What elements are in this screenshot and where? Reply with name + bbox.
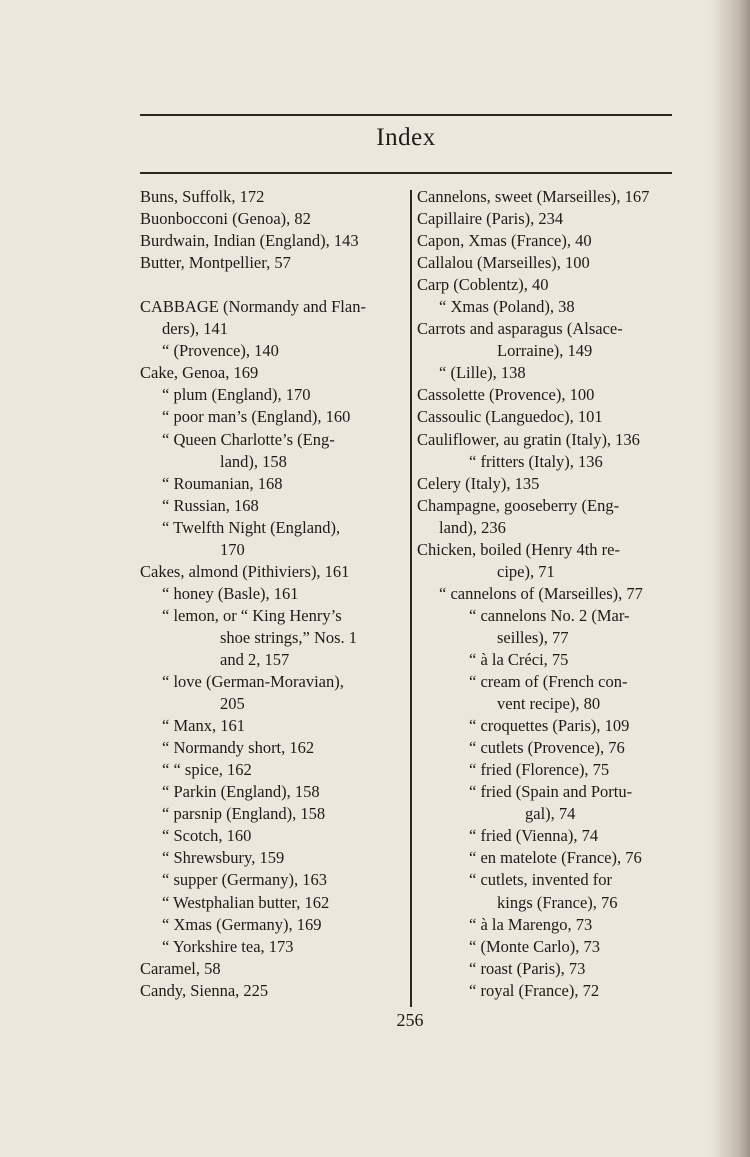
index-entry: Cake, Genoa, 169 [140,363,259,383]
index-subentry: “ love (German-Moravian), [162,672,344,692]
index-subentry: “ Xmas (Poland), 38 [439,297,575,317]
page-number: 256 [396,1010,424,1030]
index-subentry: “ Queen Charlotte’s (Eng- [162,429,335,449]
index-entry: Candy, Sienna, 225 [140,980,269,1000]
index-subentry: “ fried (Spain and Portu- [469,782,633,802]
index-entry: Celery (Italy), 135 [417,473,540,493]
index-subentry: “ croquettes (Paris), 109 [469,716,630,736]
header-rule-bottom [140,172,672,174]
index-subentry: “ Twelfth Night (England), [162,517,341,537]
index-entry: Champagne, gooseberry (Eng- [417,495,620,515]
index-entry: Cassolette (Provence), 100 [417,385,595,405]
index-subentry: “ fried (Florence), 75 [469,760,610,780]
index-entry-continuation: Lorraine), 149 [497,341,593,361]
index-entry: Burdwain, Indian (England), 143 [140,231,359,251]
index-entry-continuation: 205 [220,694,245,714]
index-subentry: “ Roumanian, 168 [162,473,283,493]
index-subentry: “ fritters (Italy), 136 [469,451,603,471]
column-divider [410,190,412,1007]
index-entry: Carp (Coblentz), 40 [417,275,549,295]
index-subentry: “ (Monte Carlo), 73 [469,936,601,956]
index-subentry: “ lemon, or “ King Henry’s [162,605,342,625]
index-subentry: “ à la Marengo, 73 [469,914,593,934]
index-subentry: “ Westphalian butter, 162 [162,892,330,912]
index-subentry: “ (Lille), 138 [439,363,526,383]
index-entry: Caramel, 58 [140,958,221,978]
index-entry: Butter, Montpellier, 57 [140,253,291,273]
index-entry-continuation: cipe), 71 [497,561,555,581]
index-entry-continuation: land), 236 [439,517,506,537]
index-entry: Carrots and asparagus (Alsace- [417,319,623,339]
index-subentry: “ Russian, 168 [162,495,259,515]
index-subentry: “ Parkin (England), 158 [162,782,320,802]
index-subentry: “ Xmas (Germany), 169 [162,914,322,934]
index-entry: Cannelons, sweet (Marseilles), 167 [417,187,650,206]
index-entry: Capillaire (Paris), 234 [417,209,564,229]
index-entry: Chicken, boiled (Henry 4th re- [417,539,620,559]
index-column-left [140,186,404,1002]
index-subentry: “ supper (Germany), 163 [162,870,327,890]
index-entry: Buns, Suffolk, 172 [140,187,265,206]
index-entry: Cauliflower, au gratin (Italy), 136 [417,429,640,449]
page-edge-shadow [710,0,750,1157]
header-rule-top [140,114,672,116]
index-entry-continuation: shoe strings,” Nos. 1 [220,627,358,647]
index-subentry: “ cutlets (Provence), 76 [469,738,625,758]
index-entry-continuation: land), 158 [220,451,287,471]
index-entry: Callalou (Marseilles), 100 [417,253,590,273]
index-subentry: “ cutlets, invented for [469,870,612,890]
index-subentry: “ plum (England), 170 [162,385,311,405]
index-entry-continuation: seilles), 77 [497,627,569,647]
index-column-right [417,186,677,1002]
index-entry: Buonbocconi (Genoa), 82 [140,209,311,229]
index-subentry: “ Manx, 161 [162,716,245,736]
index-subentry: “ parsnip (England), 158 [162,804,326,824]
index-subentry: “ royal (France), 72 [469,980,600,1000]
index-subentry: “ cream of (French con- [469,672,628,692]
index-spacer [140,274,404,296]
index-subentry: “ à la Créci, 75 [469,649,569,669]
index-subentry: “ Yorkshire tea, 173 [162,936,294,956]
index-subentry: “ poor man’s (England), 160 [162,407,351,427]
index-subentry: “ honey (Basle), 161 [162,583,299,603]
index-entry: Cassoulic (Languedoc), 101 [417,407,603,427]
index-subentry: “ en matelote (France), 76 [469,848,642,868]
index-subentry: “ cannelons of (Marseilles), 77 [439,583,643,603]
index-entry-continuation: gal), 74 [525,804,576,824]
index-entry: Capon, Xmas (France), 40 [417,231,592,251]
index-entry: Cakes, almond (Pithiviers), 161 [140,561,350,581]
page-title: Index [376,124,436,151]
index-entry-continuation: and 2, 157 [220,649,290,669]
index-entry-continuation: ders), 141 [162,319,228,339]
index-subentry: “ roast (Paris), 73 [469,958,586,978]
index-subentry: “ fried (Vienna), 74 [469,826,599,846]
index-entry-continuation: vent recipe), 80 [497,694,601,714]
index-subentry: “ Scotch, 160 [162,826,252,846]
index-subentry: “ Shrewsbury, 159 [162,848,285,868]
index-entry-continuation: 170 [220,539,245,559]
index-subentry: “ “ spice, 162 [162,760,252,780]
index-subentry: “ (Provence), 140 [162,341,279,361]
index-entry-continuation: kings (France), 76 [497,892,618,912]
index-subentry: “ cannelons No. 2 (Mar- [469,605,630,625]
index-entry: CABBAGE (Normandy and Flan- [140,297,366,317]
index-subentry: “ Normandy short, 162 [162,738,315,758]
